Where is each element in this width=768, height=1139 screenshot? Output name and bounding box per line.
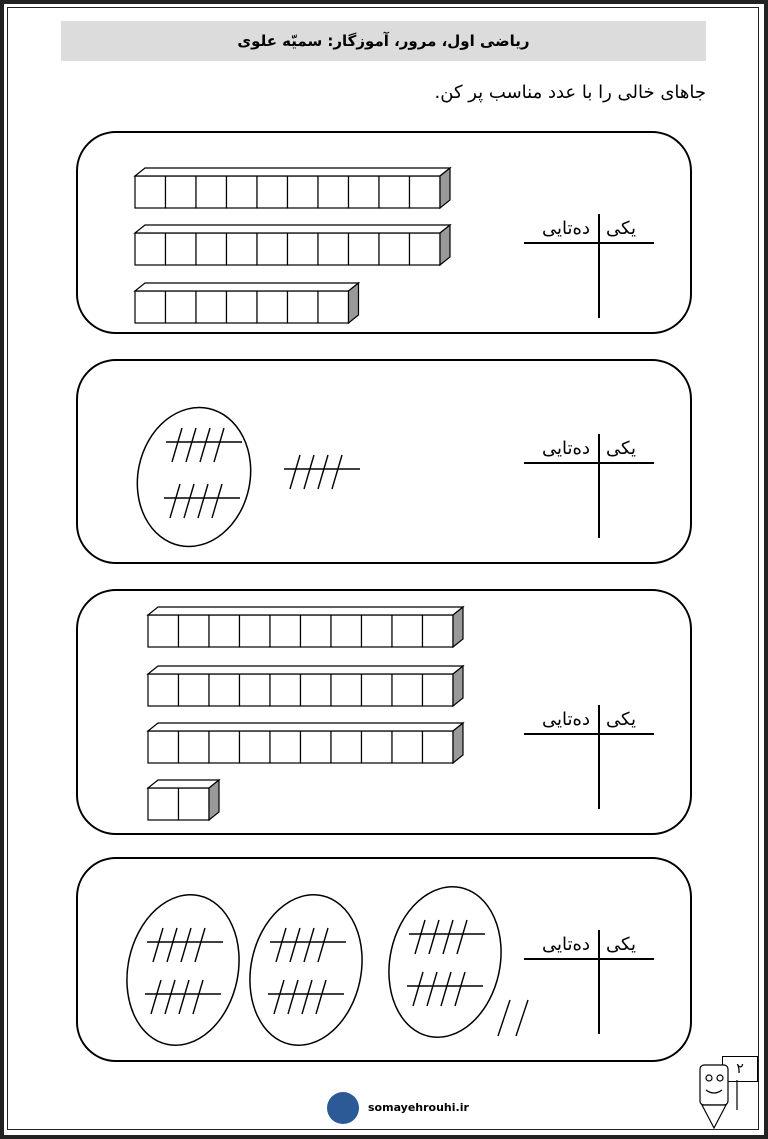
unit-cubes-row bbox=[148, 780, 219, 820]
tally-mark bbox=[304, 928, 314, 962]
tally-mark bbox=[274, 980, 284, 1014]
unit-cube bbox=[257, 176, 288, 208]
unit-cube bbox=[318, 176, 349, 208]
unit-cube bbox=[392, 674, 423, 706]
tally-five-group bbox=[166, 428, 242, 462]
page-number: ۲ bbox=[722, 1056, 758, 1082]
tally-mark bbox=[170, 484, 180, 518]
tally-mark bbox=[304, 455, 314, 489]
tally-mark bbox=[318, 455, 328, 489]
tally-mark bbox=[429, 920, 439, 954]
unit-cube bbox=[349, 176, 380, 208]
tally-mark bbox=[498, 1000, 510, 1036]
tally-mark bbox=[276, 928, 286, 962]
tally-mark bbox=[290, 455, 300, 489]
unit-cube bbox=[135, 233, 166, 265]
website-label: somayehrouhi.ir bbox=[368, 1101, 469, 1114]
tally-mark bbox=[212, 484, 222, 518]
unit-cube bbox=[227, 176, 258, 208]
tally-mark bbox=[413, 972, 423, 1006]
tally-five-group bbox=[268, 980, 344, 1014]
unit-cube bbox=[318, 233, 349, 265]
unit-cube bbox=[196, 176, 227, 208]
unit-cube bbox=[240, 615, 271, 647]
loose-tallies bbox=[284, 455, 360, 489]
unit-cube bbox=[240, 731, 271, 763]
chart-header-line bbox=[524, 733, 654, 735]
unit-cube bbox=[379, 176, 410, 208]
unit-cube bbox=[270, 731, 301, 763]
ten-rod bbox=[148, 607, 463, 647]
unit-cube bbox=[135, 176, 166, 208]
tally-mark bbox=[318, 928, 328, 962]
tally-mark bbox=[443, 920, 453, 954]
tally-five-group bbox=[164, 484, 240, 518]
tally-five-group bbox=[147, 928, 223, 962]
chart-header-line bbox=[524, 462, 654, 464]
unit-cube bbox=[148, 788, 179, 820]
unit-cube bbox=[179, 731, 210, 763]
unit-cube bbox=[179, 674, 210, 706]
unit-cube bbox=[331, 674, 362, 706]
ten-rod bbox=[148, 666, 463, 706]
cube-top-face bbox=[148, 607, 463, 615]
unit-cube bbox=[410, 233, 441, 265]
unit-cube bbox=[288, 176, 319, 208]
tally-mark bbox=[288, 980, 298, 1014]
tally-mark bbox=[332, 455, 342, 489]
cube-top-face bbox=[135, 168, 450, 176]
unit-cube bbox=[257, 291, 288, 323]
tens-label: ده‌تایی bbox=[542, 934, 590, 955]
tally-mark bbox=[290, 928, 300, 962]
unit-cube bbox=[423, 674, 454, 706]
ten-rod bbox=[148, 723, 463, 763]
chart-header-line bbox=[524, 958, 654, 960]
tally-mark bbox=[186, 428, 196, 462]
unit-cube bbox=[227, 233, 258, 265]
tally-mark bbox=[179, 980, 189, 1014]
tally-five-group bbox=[270, 928, 346, 962]
unit-cube bbox=[135, 291, 166, 323]
tally-mark bbox=[302, 980, 312, 1014]
cube-top-face bbox=[135, 283, 359, 291]
tally-five-group bbox=[409, 920, 485, 954]
unit-cube bbox=[196, 291, 227, 323]
unit-cube bbox=[166, 176, 197, 208]
tally-mark bbox=[200, 428, 210, 462]
tally-mark bbox=[455, 972, 465, 1006]
unit-cube bbox=[392, 615, 423, 647]
chart-divider bbox=[598, 214, 600, 318]
tally-mark bbox=[427, 972, 437, 1006]
unit-cube bbox=[423, 731, 454, 763]
unit-cube bbox=[179, 788, 210, 820]
unit-cube bbox=[196, 233, 227, 265]
unit-cube bbox=[179, 615, 210, 647]
tally-bundle-loop bbox=[236, 884, 375, 1056]
unit-cube bbox=[362, 731, 393, 763]
tally-bundle-loop bbox=[113, 884, 252, 1056]
unit-cube bbox=[148, 731, 179, 763]
tens-label: ده‌تایی bbox=[542, 709, 590, 730]
unit-cube bbox=[318, 291, 349, 323]
tally-mark bbox=[165, 980, 175, 1014]
unit-cube bbox=[392, 731, 423, 763]
unit-cube bbox=[301, 615, 332, 647]
tally-mark bbox=[441, 972, 451, 1006]
tens-label: ده‌تایی bbox=[542, 438, 590, 459]
unit-cube bbox=[362, 674, 393, 706]
unit-cube bbox=[331, 615, 362, 647]
tally-mark bbox=[193, 980, 203, 1014]
tally-mark bbox=[153, 928, 163, 962]
tally-bundle-loop bbox=[125, 397, 264, 557]
tally-mark bbox=[415, 920, 425, 954]
unit-cube bbox=[209, 674, 240, 706]
tally-bundle-loop bbox=[375, 876, 514, 1048]
unit-cube bbox=[288, 291, 319, 323]
page-header: ریاضی اول، مرور، آموزگار: سمیّه علوی bbox=[61, 21, 706, 61]
unit-cube bbox=[270, 674, 301, 706]
tens-label: ده‌تایی bbox=[542, 218, 590, 239]
unit-cube bbox=[270, 615, 301, 647]
cube-top-face bbox=[135, 225, 450, 233]
cube-top-face bbox=[148, 723, 463, 731]
ones-label: یکی bbox=[606, 934, 636, 955]
instruction-text: جاهای خالی را با عدد مناسب پر کن. bbox=[434, 82, 706, 103]
unit-cube bbox=[301, 731, 332, 763]
ten-rod bbox=[135, 225, 450, 265]
ones-label: یکی bbox=[606, 438, 636, 459]
ones-label: یکی bbox=[606, 709, 636, 730]
tally-mark bbox=[167, 928, 177, 962]
ones-label: یکی bbox=[606, 218, 636, 239]
unit-cube bbox=[331, 731, 362, 763]
unit-cube bbox=[166, 233, 197, 265]
chart-divider bbox=[598, 434, 600, 538]
unit-cubes-row bbox=[135, 283, 359, 323]
unit-cube bbox=[349, 233, 380, 265]
ten-rod bbox=[135, 168, 450, 208]
unit-cube bbox=[240, 674, 271, 706]
cube-top-face bbox=[148, 780, 219, 788]
tally-five-group bbox=[145, 980, 221, 1014]
unit-cube bbox=[257, 233, 288, 265]
unit-cube bbox=[166, 291, 197, 323]
unit-cube bbox=[209, 615, 240, 647]
chart-divider bbox=[598, 705, 600, 809]
tally-five-group bbox=[407, 972, 483, 1006]
cube-top-face bbox=[148, 666, 463, 674]
unit-cube bbox=[148, 615, 179, 647]
place-value-chart-1 bbox=[524, 214, 654, 318]
unit-cube bbox=[379, 233, 410, 265]
tally-mark bbox=[214, 428, 224, 462]
unit-cube bbox=[227, 291, 258, 323]
place-value-chart-4 bbox=[524, 930, 654, 1034]
tally-mark bbox=[198, 484, 208, 518]
unit-cube bbox=[288, 233, 319, 265]
unit-cube bbox=[209, 731, 240, 763]
unit-cube bbox=[362, 615, 393, 647]
tally-mark bbox=[184, 484, 194, 518]
tally-mark bbox=[195, 928, 205, 962]
place-value-chart-3 bbox=[524, 705, 654, 809]
tally-mark bbox=[457, 920, 467, 954]
tally-mark bbox=[181, 928, 191, 962]
site-logo-icon bbox=[327, 1092, 359, 1124]
tally-mark bbox=[172, 428, 182, 462]
unit-cube bbox=[423, 615, 454, 647]
tally-mark bbox=[316, 980, 326, 1014]
place-value-chart-2 bbox=[524, 434, 654, 538]
chart-header-line bbox=[524, 242, 654, 244]
tally-mark bbox=[151, 980, 161, 1014]
unit-cube bbox=[301, 674, 332, 706]
chart-divider bbox=[598, 930, 600, 1034]
unit-cube bbox=[148, 674, 179, 706]
unit-cube bbox=[410, 176, 441, 208]
